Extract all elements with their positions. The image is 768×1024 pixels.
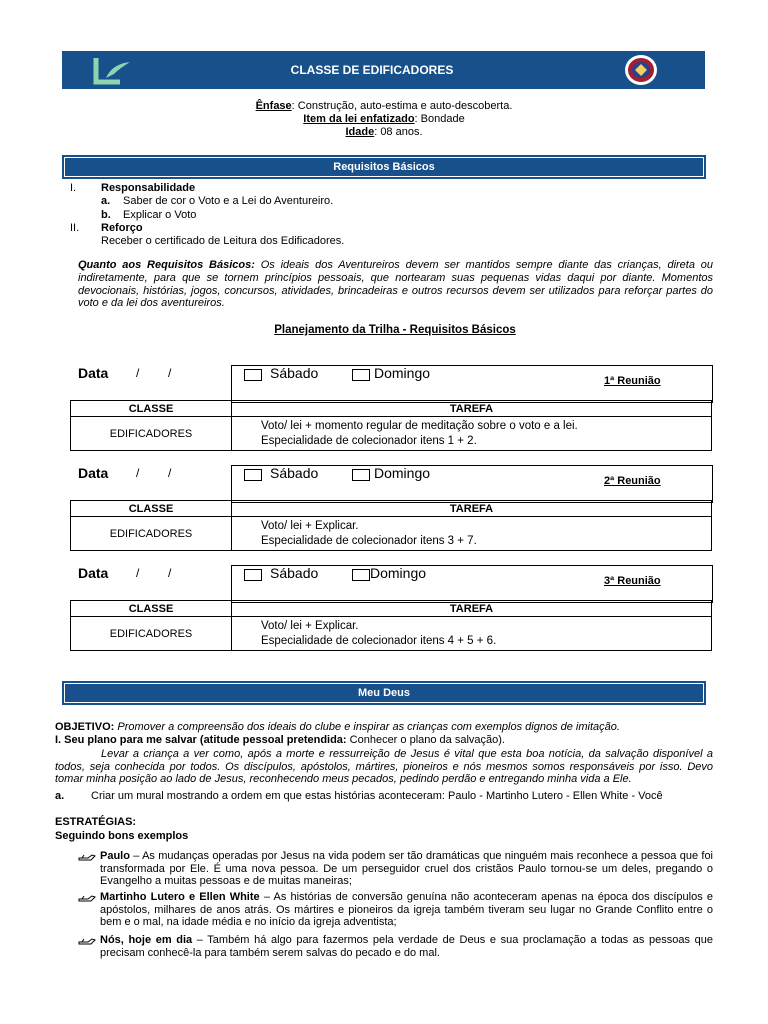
- domingo-checkbox-2[interactable]: [352, 469, 370, 481]
- bullet-item-paulo: [100, 850, 713, 888]
- adventurer-seal-icon: [624, 54, 658, 86]
- writing-hand-icon: [78, 893, 96, 903]
- requisitos-bar: Requisitos Básicos: [62, 155, 706, 179]
- tarefa-line-2: Especialidade de colecionador itens 1 + 2.: [261, 434, 477, 447]
- tarefa-line-2: Especialidade de colecionador itens 3 + 7.: [261, 534, 477, 547]
- page-title: CLASSE DE EDIFICADORES: [290, 63, 454, 77]
- objetivo-label: OBJETIVO:: [55, 721, 115, 733]
- bullet-title: Nós, hoje em dia: [100, 934, 193, 946]
- domingo-label-3: Domingo: [370, 565, 427, 581]
- tarefa-line-1: Voto/ lei + momento regular de meditação sobre o voto e a lei.: [261, 419, 578, 432]
- estrategias-heading: ESTRATÉGIAS:: [55, 816, 137, 828]
- sabado-label-3: Sábado: [270, 565, 319, 581]
- bullet-title: Paulo: [100, 850, 130, 862]
- enfase-value: : Construção, auto-estima e auto-descoberta.: [291, 100, 513, 112]
- bullet-item-lutero: [100, 891, 713, 929]
- domingo-label-1: Domingo: [374, 365, 431, 381]
- classe-cell: EDIFICADORES: [71, 417, 232, 451]
- quanto-paragraph: [78, 259, 713, 310]
- meeting-table-3: [70, 600, 712, 651]
- tarefa-cell: [232, 417, 712, 451]
- writing-hand-icon: [78, 936, 96, 946]
- objetivo-line: [55, 721, 715, 733]
- sabado-label-1: Sábado: [270, 365, 319, 381]
- meu-deus-bar: Meu Deus: [62, 681, 706, 705]
- date-slash-2b: /: [168, 466, 172, 480]
- domingo-label-2: Domingo: [374, 465, 431, 481]
- sabado-checkbox-3[interactable]: [244, 569, 262, 581]
- col-tarefa-header: TAREFA: [232, 401, 712, 417]
- sabado-checkbox-2[interactable]: [244, 469, 262, 481]
- date-slash-3a: /: [136, 566, 140, 580]
- seguindo-heading: Seguindo bons exemplos: [55, 830, 189, 842]
- reuniao-label-1: 1ª Reunião: [604, 375, 661, 387]
- idade-label: Idade: [345, 126, 375, 138]
- quanto-text: Os ideais dos Aventureiros devem ser mantidos sempre diante das crianças, direta ou indiretamente, para que se tornem princípios pessoais, que nortearam suas pequenas vidas daqui por diante. Momentos devocionais, histórias, jogos, concursos, atividades, brincadeiras e outros recursos devem ser utilizados para reforçar partes do voto e da lei dos aventureiros.: [78, 259, 713, 310]
- reuniao-label-2: 2ª Reunião: [604, 475, 661, 487]
- bullet-text: – As histórias de conversão genuína não aconteceram apenas na época dos discípulos e apóstolos, milhares de anos atrás. Os mártires e pioneiros da igreja também tiveram seu lugar no Grande Conflito entre o bem e o mal, na idade média e no início da igreja adventista;: [100, 891, 713, 928]
- req-b-text: Explicar o Voto: [123, 209, 197, 221]
- meeting-table-1: [70, 400, 712, 451]
- sabado-label-2: Sábado: [270, 465, 319, 481]
- req-ii-num: II.: [70, 222, 80, 234]
- plano-label-2: atitude pessoal pretendida:: [203, 734, 347, 746]
- bullet-item-nos: [100, 934, 713, 959]
- date-slash-2a: /: [136, 466, 140, 480]
- date-slash-1b: /: [168, 366, 172, 380]
- classe-cell: EDIFICADORES: [71, 517, 232, 551]
- objetivo-text: Promover a compreensão dos ideais do clube e inspirar as crianças com exemplos dignos de imitação.: [114, 721, 620, 733]
- classe-cell: EDIFICADORES: [71, 617, 232, 651]
- tarefa-cell: [232, 617, 712, 651]
- data-label-1: Data: [78, 365, 109, 381]
- date-slash-3b: /: [168, 566, 172, 580]
- domingo-checkbox-1[interactable]: [352, 369, 370, 381]
- planejamento-title: Planejamento da Trilha - Requisitos Básicos: [274, 324, 516, 336]
- reuniao-label-3: 3ª Reunião: [604, 575, 661, 587]
- col-tarefa-header: TAREFA: [232, 601, 712, 617]
- req-i-title: Responsabilidade: [101, 182, 196, 194]
- idade-line: [0, 126, 768, 138]
- levar-paragraph: Levar a criança a ver como, após a morte e ressurreição de Jesus é vital que esta boa notícia, da salvação disponível a todos, seja conhecida por todos. Os discípulos, apóstolos, mártires, pioneiros e nós mesmos somos responsáveis por isso. Devo tomar minha posição ao lado de Jesus, reconhecendo meus pecados, pedindo perdão e entregando minha vida a Ele.: [55, 748, 713, 785]
- quanto-label: Quanto aos Requisitos Básicos:: [78, 259, 255, 271]
- req-a-text: Saber de cor o Voto e a Lei do Aventureiro.: [123, 195, 334, 207]
- req-a-label: a.: [101, 195, 111, 207]
- tarefa-line-1: Voto/ lei + Explicar.: [261, 519, 359, 532]
- col-tarefa-header: TAREFA: [232, 501, 712, 517]
- bullet-text: – As mudanças operadas por Jesus na vida podem ser tão dramáticas que ninguém mais reconhece a pessoa que foi transformada por Ele. É uma nova pessoa. De um perseguidor cruel dos cristãos Paulo tornou-se um deles, pregando o Evangelho a muitas pessoas e de muitas maneiras;: [100, 850, 713, 887]
- writing-hand-icon: [78, 852, 96, 862]
- col-classe-header: CLASSE: [71, 501, 232, 517]
- domingo-checkbox-3[interactable]: [352, 569, 370, 581]
- bullet-text: – Também há algo para fazermos pela verdade de Deus e sua proclamação a todas as pessoas que precisam conhecê-la para também serem salvas do pecado e do mal.: [100, 934, 713, 959]
- req-b-label: b.: [101, 209, 111, 221]
- sabado-checkbox-1[interactable]: [244, 369, 262, 381]
- meeting-table-2: [70, 500, 712, 551]
- tarefa-cell: [232, 517, 712, 551]
- plano-text: Conhecer o plano da salvação).: [346, 734, 505, 746]
- mural-label: a.: [55, 790, 65, 802]
- plano-line: [55, 734, 715, 746]
- req-i-num: I.: [70, 182, 77, 194]
- item-line: [0, 113, 768, 125]
- enfase-label: Ênfase: [255, 100, 292, 112]
- data-label-3: Data: [78, 565, 109, 581]
- req-ii-text: Receber o certificado de Leitura dos Edificadores.: [101, 235, 345, 247]
- req-ii-title: Reforço: [101, 222, 143, 234]
- mural-text: Criar um mural mostrando a ordem em que estas histórias aconteceram: Paulo - Martinho Lutero - Ellen White - Você: [91, 790, 663, 802]
- item-value: : Bondade: [414, 113, 465, 125]
- data-label-2: Data: [78, 465, 109, 481]
- item-label: Item da lei enfatizado: [303, 113, 415, 125]
- tarefa-line-1: Voto/ lei + Explicar.: [261, 619, 359, 632]
- tarefa-line-2: Especialidade de colecionador itens 4 + 5 + 6.: [261, 634, 497, 647]
- bullet-title: Martinho Lutero e Ellen White: [100, 891, 260, 903]
- date-slash-1a: /: [136, 366, 140, 380]
- enfase-line: [0, 100, 768, 112]
- idade-value: : 08 anos.: [374, 126, 423, 138]
- col-classe-header: CLASSE: [71, 401, 232, 417]
- plano-label: I. Seu plano para me salvar (: [55, 734, 204, 746]
- col-classe-header: CLASSE: [71, 601, 232, 617]
